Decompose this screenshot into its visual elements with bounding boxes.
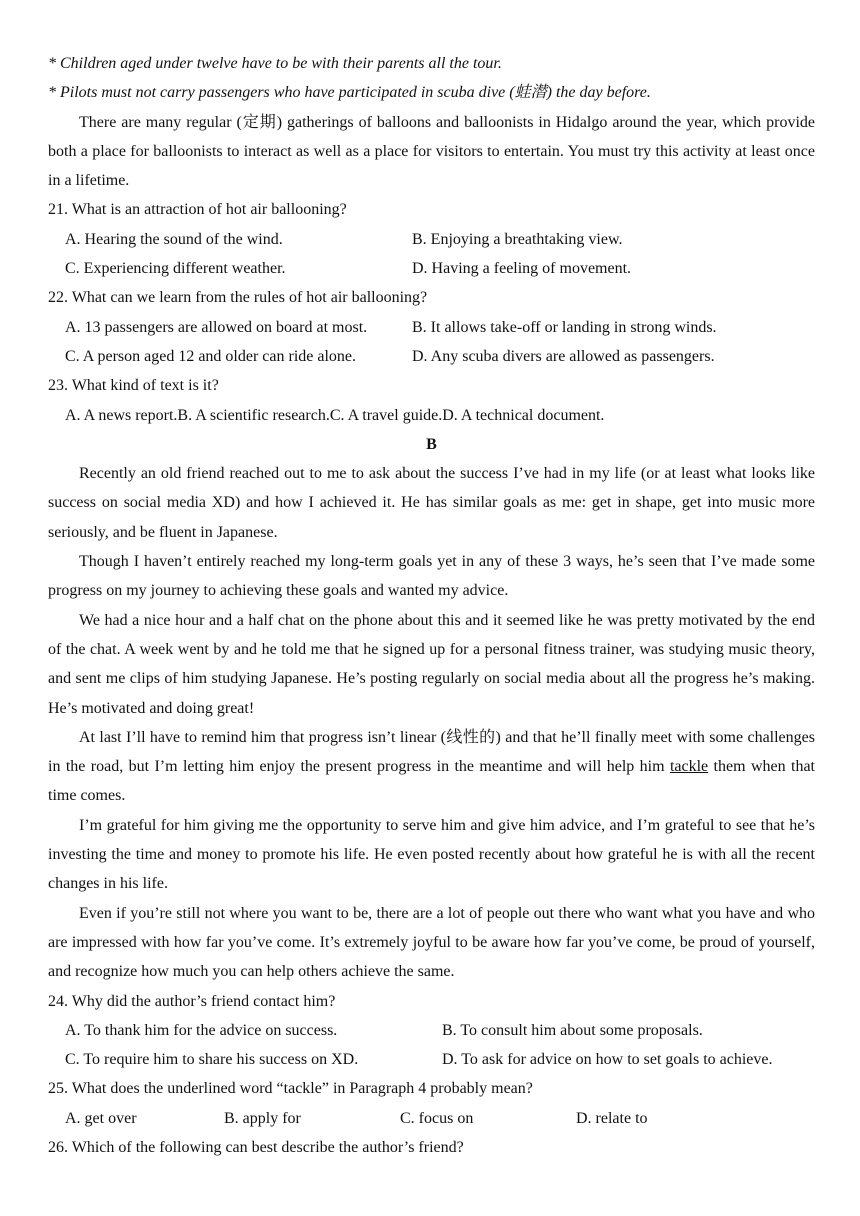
q21-options-row2 [48, 254, 815, 283]
q22-options-row2 [48, 342, 815, 371]
q23-options-row [48, 401, 815, 430]
q24-options-row2 [48, 1045, 815, 1074]
q22-option-c: C. A person aged 12 and older can ride alone. [65, 347, 357, 365]
q22-options-row1 [48, 313, 815, 342]
q25-option-d: D. relate to [576, 1109, 648, 1127]
q21-options-row1 [48, 225, 815, 254]
rule-children: * Children aged under twelve have to be with their parents all the tour. [48, 55, 502, 72]
intro-paragraph: There are many regular (定期) gatherings of balloons and balloonists in Hidalgo around the year, which provide both a place for balloonists to interact as well as a place for visitors to entertain. You must try this activity at least once in a lifetime. [48, 113, 815, 190]
underlined-word-tackle: tackle [669, 758, 709, 776]
q21-option-d: D. Having a feeling of movement. [412, 260, 632, 278]
q22-option-b: B. It allows take-off or landing in strong winds. [412, 318, 717, 336]
q24-option-c: C. To require him to share his success on XD. [65, 1051, 359, 1069]
exam-page [48, 49, 815, 1162]
question-22: 22. What can we learn from the rules of hot air ballooning? [48, 289, 428, 307]
question-23: 23. What kind of text is it? [48, 377, 219, 395]
q23-options: A. A news report.B. A scientific research.C. A travel guide.D. A technical document. [65, 406, 605, 424]
q24-option-d: D. To ask for advice on how to set goals to achieve. [442, 1051, 773, 1069]
q21-option-a: A. Hearing the sound of the wind. [65, 230, 283, 248]
passage-b-paragraph-6: Even if you’re still not where you want to be, there are a lot of people out there who want what you have and who are impressed with how far you’ve come. It’s extremely joyful to be aware how far you’ve come, be proud of yourself, and recognize how much you can help others achieve the same. [48, 904, 815, 981]
q21-option-b: B. Enjoying a breathtaking view. [412, 230, 623, 248]
q24-options-row1 [48, 1016, 815, 1045]
q24-option-a: A. To thank him for the advice on success. [65, 1021, 338, 1039]
q24-option-b: B. To consult him about some proposals. [442, 1021, 703, 1039]
q25-options-row [48, 1104, 815, 1133]
paragraph-4-text-start: At last I’ll have to remind him that progress isn’t linear (线性的) and that he’ll finally meet with some challenges in the road, but I’m letting him enjoy the present progress in the meantime and will help him [48, 728, 815, 776]
q25-option-c: C. focus on [400, 1109, 474, 1127]
rule-pilots: * Pilots must not carry passengers who have participated in scuba dive (蛙潜) the day before. [48, 84, 651, 102]
paragraph-4-text-end: them when that time comes. [48, 758, 815, 805]
question-25: 25. What does the underlined word “tackle” in Paragraph 4 probably mean? [48, 1080, 533, 1098]
section-b-heading: B [426, 435, 437, 453]
passage-b-paragraph-1: Recently an old friend reached out to me to ask about the success I’ve had in my life (or at least what looks like success on social media XD) and how I achieved it. He has similar goals as me: get in shape, get into music more seriously, and be fluent in Japanese. [48, 465, 815, 541]
passage-b-paragraph-5: I’m grateful for him giving me the opportunity to serve him and give him advice, and I’m grateful to see that he’s investing the time and money to promote his life. He even posted recently about how grateful he is with all the recent changes in his life. [48, 816, 815, 893]
q22-option-d: D. Any scuba divers are allowed as passengers. [412, 347, 715, 365]
passage-b-paragraph-3: We had a nice hour and a half chat on the phone about this and it seemed like he was pretty motivated by the end of the chat. A week went by and he told me that he signed up for a personal fitness trainer, was studying music theory, and sent me clips of him studying Japanese. He’s posting regularly on social media about all the progress he’s making. He’s motivated and doing great! [48, 611, 815, 717]
q25-option-a: A. get over [65, 1109, 137, 1127]
question-26: 26. Which of the following can best describe the author’s friend? [48, 1138, 464, 1156]
passage-b-paragraph-4 [48, 723, 815, 811]
q21-option-c: C. Experiencing different weather. [65, 260, 286, 278]
q22-option-a: A. 13 passengers are allowed on board at most. [65, 318, 368, 336]
question-24: 24. Why did the author’s friend contact him? [48, 992, 336, 1010]
question-21: 21. What is an attraction of hot air ballooning? [48, 201, 347, 219]
passage-b-paragraph-2: Though I haven’t entirely reached my long-term goals yet in any of these 3 ways, he’s seen that I’ve made some progress on my journey to achieving these goals and wanted my advice. [48, 553, 815, 600]
q25-option-b: B. apply for [224, 1109, 301, 1127]
